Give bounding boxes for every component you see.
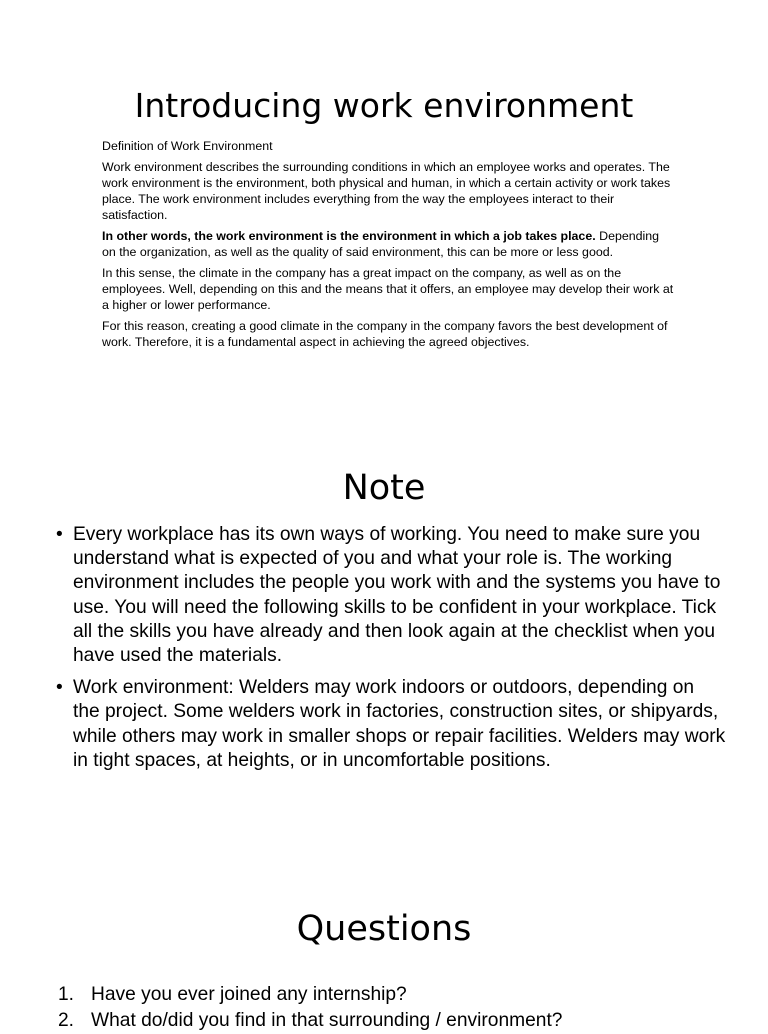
bullet-icon: • — [56, 524, 63, 545]
definition-paragraph-3: In this sense, the climate in the company has a great impact on the company, as well as on the employees. Well, depending on this and the means that it offers, an employee may develop their work at a higher or lower performance. — [102, 266, 674, 312]
question-text: What do/did you find in that surrounding / environment? — [91, 1010, 563, 1031]
list-item — [58, 982, 728, 1008]
definition-paragraph-4: For this reason, creating a good climate in the company in the company favors the best development of work. Therefore, it is a fundamental aspect in achieving the agreed objectives. — [102, 319, 668, 349]
question-text: Have you ever joined any internship? — [91, 984, 407, 1005]
definition-text-block — [102, 138, 674, 355]
definition-heading: Definition of Work Environment — [102, 139, 273, 153]
list-item — [56, 676, 726, 773]
slide-title-questions: Questions — [296, 909, 472, 949]
slide-title-note: Note — [342, 468, 426, 508]
question-list — [58, 982, 728, 1034]
definition-paragraph-1: Work environment describes the surrounding conditions in which an employee works and operates. The work environment is the environment, both physical and human, in which a certain activity or work takes place. The work environment includes everything from the way the employees interact to their satisfaction. — [102, 160, 671, 222]
note-bullet-text: Every workplace has its own ways of working. You need to make sure you understand what is expected of you and what your role is. The working environment includes the people you work with and the systems you have to use. You will need the following skills to be confident in your workplace. Tick all the skills you have already and then look again at the checklist when you have used the materials. — [73, 524, 721, 667]
question-number: 1. — [58, 984, 75, 1005]
definition-paragraph-2 — [102, 228, 674, 260]
list-item — [56, 523, 726, 668]
definition-paragraph-2-bold: In other words, the work environment is the environment in which a job takes place. — [102, 229, 596, 243]
slide-title-intro: Introducing work environment — [134, 86, 634, 125]
note-bullet-list — [56, 523, 726, 781]
list-item — [58, 1008, 728, 1034]
question-number: 2. — [58, 1010, 75, 1031]
bullet-icon: • — [56, 677, 63, 699]
definition-paragraph-2-rest: Depending on the organization, as well as the quality of said environment, this can be more or less good. — [102, 229, 660, 259]
note-bullet-text: Work environment: Welders may work indoors or outdoors, depending on the project. Some welders work in factories, construction sites, or shipyards, while others may work in smaller shops or repair facilities. Welders may work in tight spaces, at heights, or in uncomfortable positions. — [73, 677, 726, 771]
